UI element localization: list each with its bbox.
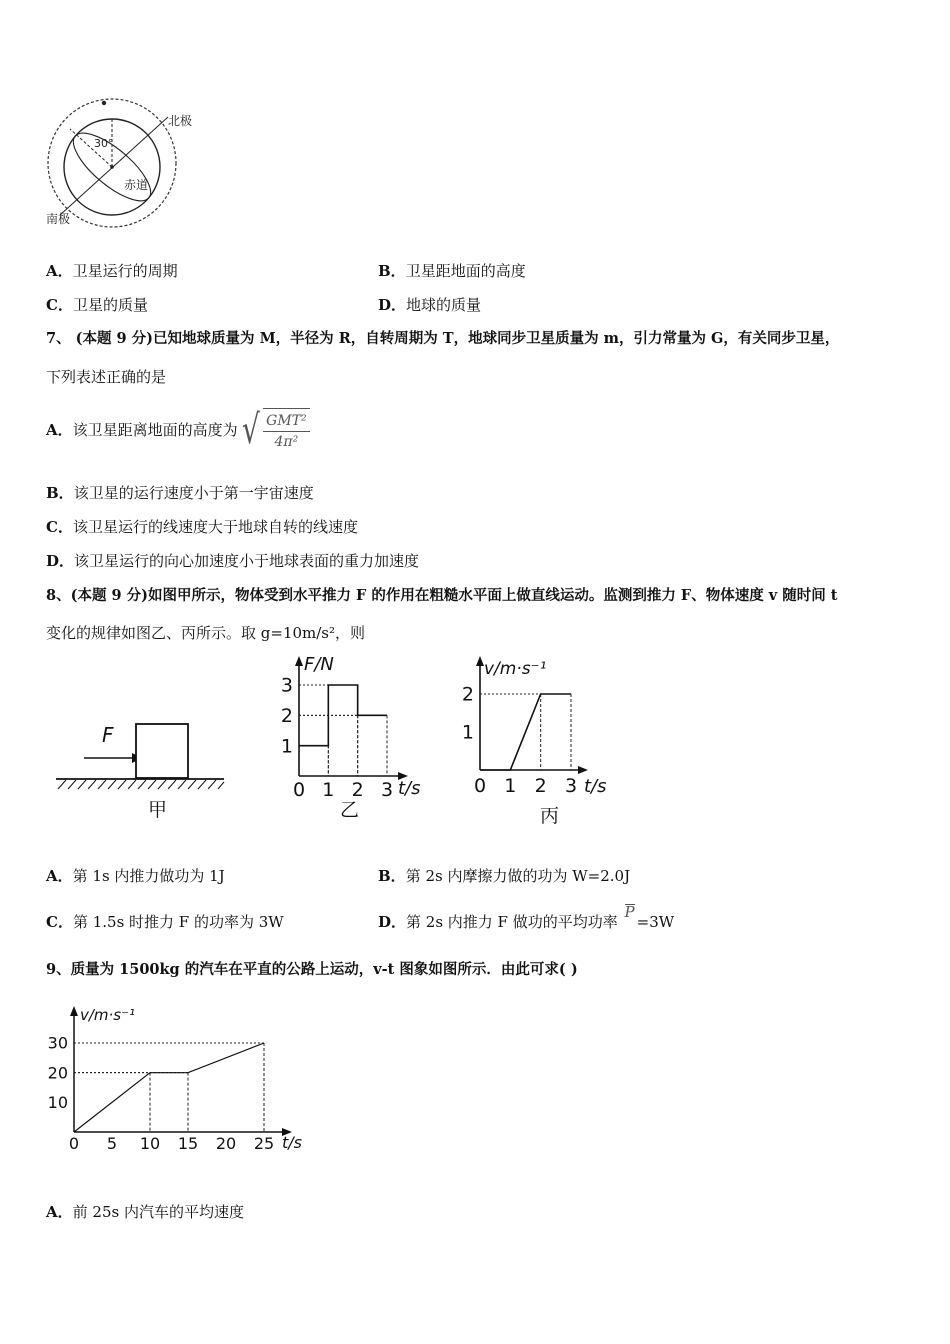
x-tick-label: 20 bbox=[215, 1134, 237, 1153]
y-axis-label: v/m·s⁻¹ bbox=[484, 659, 547, 679]
q6-option-b[interactable] bbox=[378, 261, 526, 281]
fig-jia bbox=[50, 710, 230, 830]
y-tick-label: 30 bbox=[47, 1033, 68, 1053]
x-tick-label: 1 bbox=[504, 775, 517, 797]
option-label: C． bbox=[46, 913, 73, 931]
pbar-symbol: P bbox=[624, 903, 635, 921]
q7-option-c[interactable] bbox=[46, 517, 358, 537]
chart-q9 bbox=[40, 1000, 320, 1160]
q6-option-a[interactable] bbox=[46, 261, 178, 281]
q8-option-b[interactable] bbox=[378, 866, 630, 886]
y-tick-label: 10 bbox=[47, 1092, 68, 1112]
option-label: C． bbox=[46, 296, 73, 314]
option-text: 卫星的质量 bbox=[72, 296, 148, 314]
x-axis-label: t/s bbox=[584, 776, 607, 797]
x-tick-label: 5 bbox=[106, 1134, 118, 1153]
caption-bing: 丙 bbox=[540, 805, 560, 827]
option-text: 前 25s 内汽车的平均速度 bbox=[72, 1203, 244, 1221]
q7-stem-line2: 下列表述正确的是 bbox=[46, 368, 167, 386]
q8-stem-line2: 变化的规律如图乙、丙所示。取 g=10m/s²，则 bbox=[46, 624, 366, 642]
ground-hatch bbox=[58, 780, 224, 789]
y-tick-label: 3 bbox=[280, 674, 293, 697]
option-text: 第 1s 内推力做功为 1J bbox=[72, 867, 225, 885]
q6-option-d[interactable] bbox=[378, 295, 481, 315]
x-tick-label: 0 bbox=[68, 1134, 80, 1153]
option-text: 地球的质量 bbox=[406, 296, 482, 314]
x-tick-label: 10 bbox=[139, 1134, 161, 1153]
series-line bbox=[480, 694, 571, 770]
block bbox=[136, 724, 188, 778]
y-tick-label: 20 bbox=[47, 1063, 68, 1083]
y-axis-arrow-icon bbox=[70, 1006, 78, 1016]
option-text: 该卫星运行的向心加速度小于地球表面的重力加速度 bbox=[74, 552, 420, 570]
option-label: B． bbox=[378, 867, 406, 885]
chart-yi bbox=[276, 654, 436, 826]
south-label: 南极 bbox=[46, 212, 71, 226]
option-tail: =3W bbox=[636, 913, 675, 931]
y-axis-label: v/m·s⁻¹ bbox=[80, 1006, 136, 1024]
x-tick-label: 3 bbox=[380, 779, 394, 801]
option-text: 该卫星运行的线速度大于地球自转的线速度 bbox=[72, 518, 358, 536]
formula-numerator: GMT² bbox=[263, 411, 309, 432]
x-tick-label: 3 bbox=[564, 775, 578, 797]
q7-stem-line1: 7、 (本题 9 分)已知地球质量为 M，半径为 R，自转周期为 T，地球同步卫星质量为 m，引力常量为 G，有关同步卫星， bbox=[46, 330, 840, 347]
globe-figure bbox=[40, 95, 210, 235]
caption-yi: 乙 bbox=[340, 799, 360, 821]
option-text: 卫星运行的周期 bbox=[72, 262, 178, 280]
caption-jia: 甲 bbox=[148, 799, 168, 821]
option-label: B． bbox=[46, 484, 74, 502]
x-tick-label: 25 bbox=[253, 1134, 275, 1153]
option-text: 该卫星距离地面的高度为 bbox=[72, 421, 238, 439]
x-tick-label: 1 bbox=[322, 779, 335, 801]
x-axis-arrow-icon bbox=[578, 766, 588, 774]
equator-label: 赤道 bbox=[124, 178, 149, 192]
q8-stem-line1: 8、(本题 9 分)如图甲所示，物体受到水平推力 F 的作用在粗糙水平面上做直线运动。监测到推力 F、物体速度 v 随时间 t bbox=[46, 587, 838, 604]
option-label: D． bbox=[378, 296, 407, 314]
option-text: 第 2s 内推力 F 做功的平均功率 bbox=[406, 913, 618, 931]
x-tick-label: 15 bbox=[177, 1134, 199, 1153]
axis-line bbox=[60, 117, 168, 215]
q8-option-c[interactable] bbox=[46, 912, 284, 932]
q7-option-b[interactable] bbox=[46, 483, 314, 503]
q6-option-c[interactable] bbox=[46, 295, 148, 315]
force-label: F bbox=[102, 723, 114, 747]
q9-option-a[interactable] bbox=[46, 1202, 244, 1222]
x-tick-label: 2 bbox=[351, 779, 364, 801]
option-label: C． bbox=[46, 518, 73, 536]
option-text: 卫星距地面的高度 bbox=[405, 262, 526, 280]
option-text: 第 1.5s 时推力 F 的功率为 3W bbox=[72, 913, 284, 931]
x-tick-label: 2 bbox=[534, 775, 547, 797]
option-label: A． bbox=[46, 1203, 73, 1221]
y-axis-arrow-icon bbox=[295, 656, 303, 666]
y-tick-label: 2 bbox=[280, 704, 293, 727]
option-label: A． bbox=[46, 867, 73, 885]
satellite-dot bbox=[102, 101, 106, 105]
q8-option-d[interactable] bbox=[378, 903, 675, 932]
option-text: 第 2s 内摩擦力做的功为 W=2.0J bbox=[405, 867, 631, 885]
y-axis-arrow-icon bbox=[476, 656, 484, 666]
y-tick-label: 1 bbox=[461, 721, 474, 744]
option-text: 该卫星的运行速度小于第一宇宙速度 bbox=[73, 484, 314, 502]
option-label: D． bbox=[46, 552, 75, 570]
sqrt-formula bbox=[238, 408, 310, 452]
x-axis-label: t/s bbox=[398, 778, 421, 799]
option-label: A． bbox=[46, 421, 73, 439]
option-label: D． bbox=[378, 913, 407, 931]
series-line bbox=[74, 1043, 264, 1132]
y-tick-label: 2 bbox=[461, 683, 474, 706]
q8-option-a[interactable] bbox=[46, 866, 225, 886]
option-label: A． bbox=[46, 262, 73, 280]
x-tick-label: 0 bbox=[292, 779, 306, 801]
angle-label: 30° bbox=[94, 137, 114, 150]
q7-option-a[interactable] bbox=[46, 402, 310, 458]
q7-option-d[interactable] bbox=[46, 551, 419, 571]
chart-bing bbox=[460, 654, 620, 830]
center-dot bbox=[110, 165, 114, 169]
y-axis-label: F/N bbox=[304, 654, 334, 675]
x-axis-label: t/s bbox=[282, 1133, 302, 1152]
q9-stem: 9、质量为 1500kg 的汽车在平直的公路上运动，v-t 图象如图所示．由此可求( ) bbox=[46, 961, 578, 978]
y-tick-label: 1 bbox=[280, 735, 293, 758]
x-tick-label: 0 bbox=[473, 775, 487, 797]
sqrt-sign-icon: √ bbox=[241, 407, 260, 453]
north-label: 北极 bbox=[168, 114, 193, 128]
option-label: B． bbox=[378, 262, 406, 280]
formula-denominator: 4π² bbox=[274, 434, 299, 450]
